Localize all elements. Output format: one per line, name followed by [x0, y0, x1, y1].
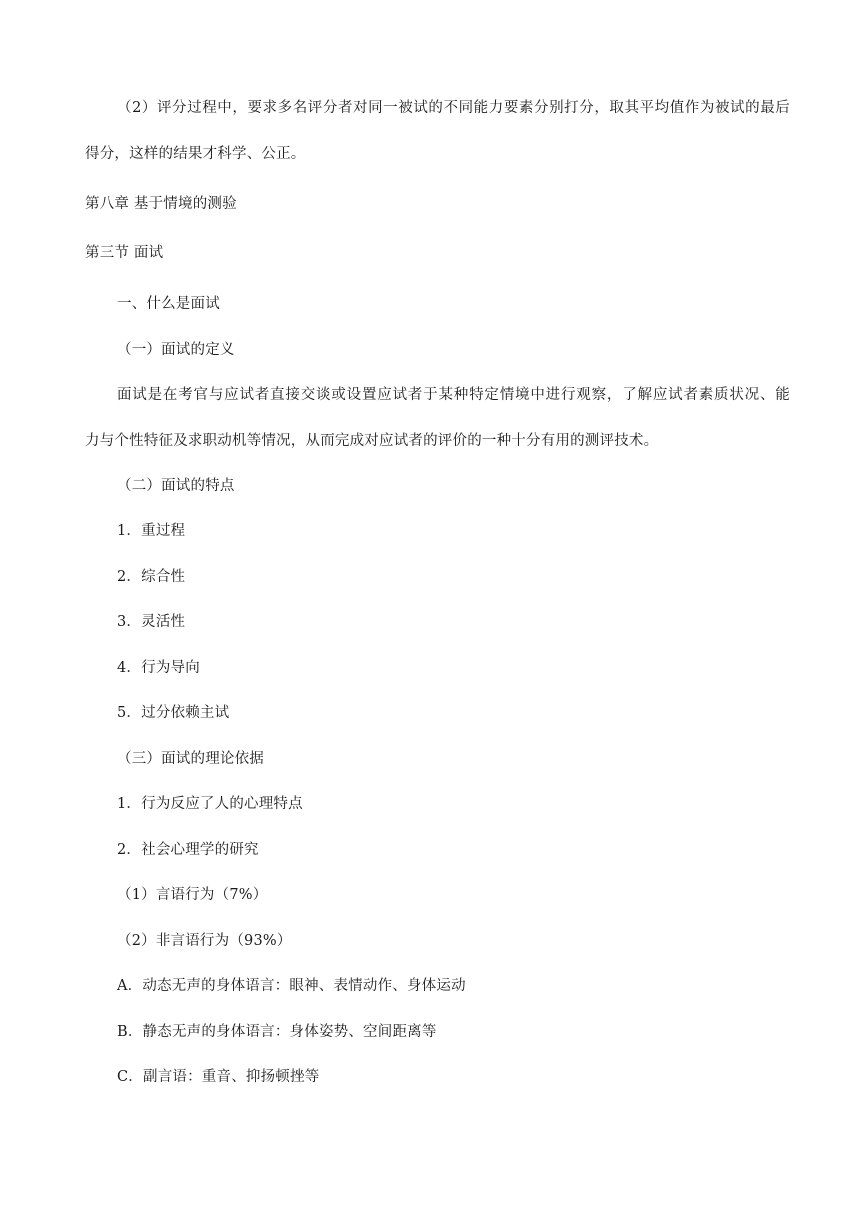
theory-item: C．副言语：重音、抑扬顿挫等	[117, 1069, 320, 1085]
theory-item: A．动态无声的身体语言：眼神、表情动作、身体运动	[117, 978, 466, 994]
section-heading: 第三节 面试	[85, 245, 164, 261]
paragraph-scoring-line-1: （2）评分过程中，要求多名评分者对同一被试的不同能力要素分别打分，取其平均值作为被试的最后	[117, 100, 790, 116]
theory-item: 1．行为反应了人的心理特点	[117, 796, 303, 812]
definition-heading: （一）面试的定义	[117, 342, 235, 358]
theory-item: B．静态无声的身体语言：身体姿势、空间距离等	[117, 1024, 437, 1040]
feature-item: 2．综合性	[117, 569, 186, 585]
theory-item: 2．社会心理学的研究	[117, 842, 259, 858]
feature-item: 4．行为导向	[117, 660, 200, 676]
feature-item: 1．重过程	[117, 523, 186, 539]
theory-item: （2）非言语行为（93%）	[117, 933, 292, 949]
chapter-heading: 第八章 基于情境的测验	[85, 196, 237, 212]
paragraph-scoring-line-2: 得分，这样的结果才科学、公正。	[85, 146, 306, 162]
subsection-heading: 一、什么是面试	[117, 296, 220, 312]
theory-heading: （三）面试的理论依据	[117, 751, 264, 767]
paragraph-definition-line-1: 面试是在考官与应试者直接交谈或设置应试者于某种特定情境中进行观察，了解应试者素质状况、能	[117, 387, 790, 403]
feature-item: 3．灵活性	[117, 614, 186, 630]
theory-item: （1）言语行为（7%）	[117, 887, 268, 903]
feature-item: 5．过分依赖主试	[117, 705, 230, 721]
paragraph-definition-line-2: 力与个性特征及求职动机等情况，从而完成对应试者的评价的一种十分有用的测评技术。	[85, 433, 659, 449]
features-heading: （二）面试的特点	[117, 478, 235, 494]
